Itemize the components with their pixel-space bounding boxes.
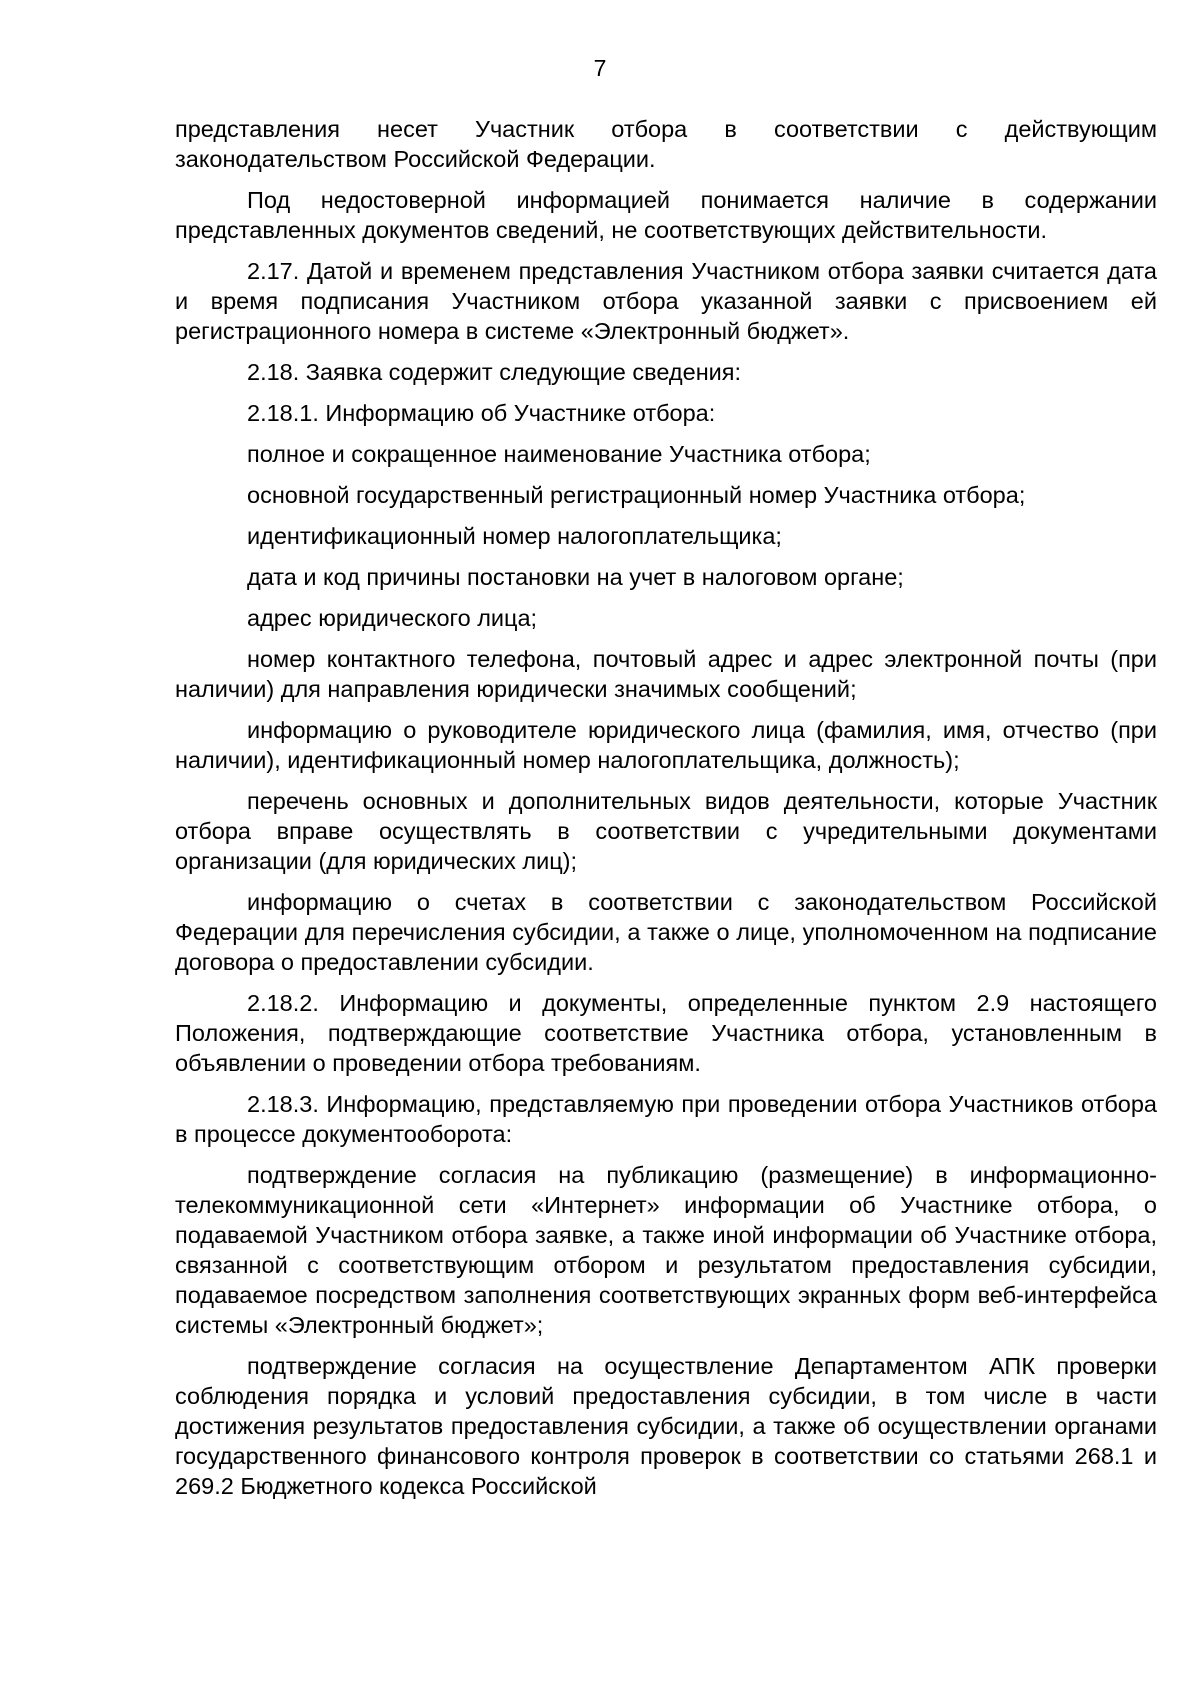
list-item-publication-consent: подтверждение согласия на публикацию (размещение) в информационно-телекоммуникационной сети «Интернет» информации об Участнике отбора, о подаваемой Участником отбора заявке, а также иной информации об Участнике отбора, связанной с соответствующим отбором и результатом предоставления субсидии, подаваемое посредством заполнения соответствующих экранных форм веб-интерфейса системы «Электронный бюджет»; <box>175 1162 1157 1338</box>
list-item-head-info: информацию о руководителе юридического лица (фамилия, имя, отчество (при наличии), идентификационный номер налогоплательщика, должность); <box>175 717 1157 773</box>
list-item-inspection-consent: подтверждение согласия на осуществление Департаментом АПК проверки соблюдения порядка и условий предоставления субсидии, в том числе в части достижения результатов предоставления субсидии, а также об осуществлении органами государственного финансового контроля проверок в соответствии со статьями 268.1 и 269.2 Бюджетного кодекса Российской <box>175 1353 1157 1499</box>
document-body <box>175 114 1157 1512</box>
paragraph-unreliable-info: Под недостоверной информацией понимается наличие в содержании представленных документов сведений, не соответствующих действительности. <box>175 187 1157 243</box>
list-item-full-name: полное и сокращенное наименование Участника отбора; <box>247 441 871 467</box>
paragraph-2-18-1: 2.18.1. Информацию об Участнике отбора: <box>247 400 716 426</box>
paragraph-2-17: 2.17. Датой и временем представления Участником отбора заявки считается дата и время подписания Участником отбора указанной заявки с присвоением ей регистрационного номера в системе «Электронный бюджет». <box>175 258 1157 344</box>
paragraph-continuation: представления несет Участник отбора в соответствии с действующим законодательством Российской Федерации. <box>175 116 1157 172</box>
list-item-activities: перечень основных и дополнительных видов деятельности, которые Участник отбора вправе осуществлять в соответствии с учредительными документами организации (для юридических лиц); <box>175 788 1157 874</box>
paragraph-2-18-2: 2.18.2. Информацию и документы, определенные пунктом 2.9 настоящего Положения, подтверждающие соответствие Участника отбора, установленным в объявлении о проведении отбора требованиям. <box>175 990 1157 1076</box>
list-item-tax-registration: дата и код причины постановки на учет в налоговом органе; <box>247 564 904 590</box>
page-number: 7 <box>593 55 607 81</box>
list-item-accounts: информацию о счетах в соответствии с законодательством Российской Федерации для перечисления субсидии, а также о лице, уполномоченном на подписание договора о предоставлении субсидии. <box>175 889 1157 975</box>
list-item-ogrn: основной государственный регистрационный номер Участника отбора; <box>247 482 1026 508</box>
list-item-inn: идентификационный номер налогоплательщика; <box>247 523 782 549</box>
paragraph-2-18: 2.18. Заявка содержит следующие сведения: <box>247 359 742 385</box>
paragraph-2-18-3: 2.18.3. Информацию, представляемую при проведении отбора Участников отбора в процессе документооборота: <box>175 1091 1157 1147</box>
list-item-contacts: номер контактного телефона, почтовый адрес и адрес электронной почты (при наличии) для направления юридически значимых сообщений; <box>175 646 1157 702</box>
list-item-legal-address: адрес юридического лица; <box>247 605 538 631</box>
